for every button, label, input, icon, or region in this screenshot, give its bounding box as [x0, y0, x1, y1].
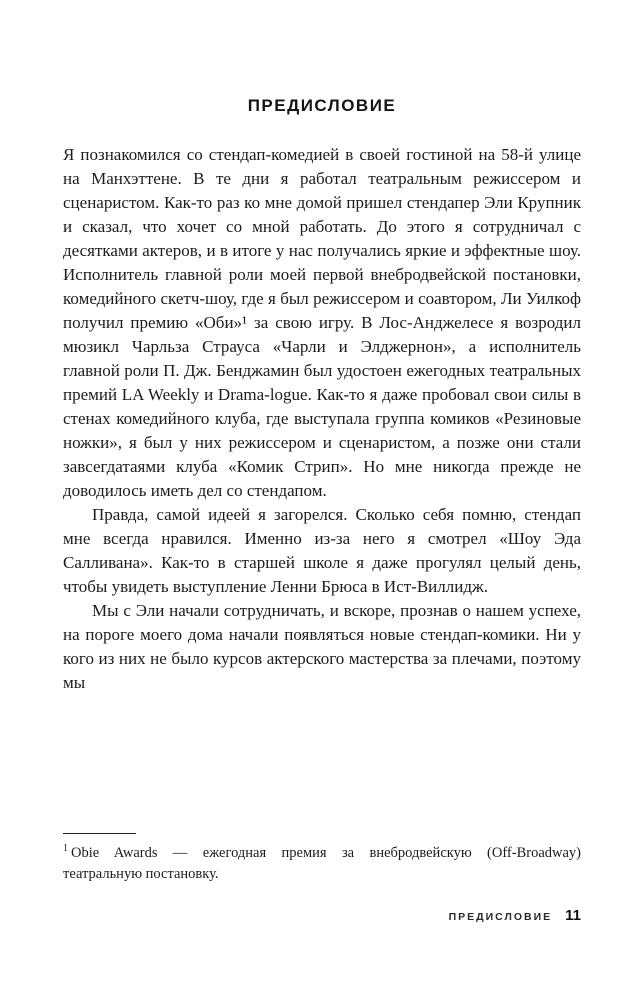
footnote-divider [63, 833, 136, 834]
body-paragraph: Правда, самой идеей я загорелся. Сколько себя помню, стендап мне всегда нравился. Именно из-за него я смотрел «Шоу Эда Салливана». Как-то в старшей школе я даже прогулял целый день, чтобы увидеть выступление Ленни Брюса в Ист-Виллидж. [63, 505, 581, 596]
footnote-text: Obie Awards — ежегодная премия за внебродвейскую (Off-Broadway) театральную постановку. [63, 845, 581, 882]
footnote-block [63, 833, 581, 885]
footer-section-label: ПРЕДИСЛОВИЕ [448, 911, 553, 923]
body-paragraph: Я познакомился со стендап-комедией в своей гостиной на 58-й улице на Манхэттене. В те дни я работал театральным режиссером и сценаристом. Как-то раз ко мне домой пришел стендапер Эли Крупник и сказал, что хочет со мной работать. До этого я сотрудничал с десятками актеров, и в итоге у нас получались яркие и эффектные шоу. Исполнитель главной роли моей первой внебродвейской постановки, комедийного скетч-шоу, где я был режиссером и соавтором, Ли Уилкоф получил премию «Оби»¹ за свою игру. В Лос-Анджелесе я возродил мюзикл Чарльза Страуса «Чарли и Элджернон», а исполнитель главной роли П. Дж. Бенджамин был удостоен ежегодных театральных премий LA Weekly и Drama-logue. Как-то я даже пробовал свои силы в стенах комедийного клуба, где выступала группа комиков «Резиновые ножки», я был у них режиссером и сценаристом, а позже они стали завсегдатаями клуба «Комик Стрип». Но мне никогда прежде не доводилось иметь дел со стендапом. [63, 145, 581, 500]
chapter-heading: ПРЕДИСЛОВИЕ [247, 96, 397, 115]
footer-page-number: 11 [565, 907, 581, 924]
running-footer [449, 907, 581, 924]
body-paragraph: Мы с Эли начали сотрудничать, и вскоре, прознав о нашем успехе, на пороге моего дома начали появляться новые стендап-комики. Ни у кого из них не было курсов актерского мастерства за плечами, поэтому мы [63, 601, 581, 692]
page-body [63, 0, 581, 695]
footnote-marker: 1 [63, 843, 68, 855]
footnote [63, 843, 581, 885]
